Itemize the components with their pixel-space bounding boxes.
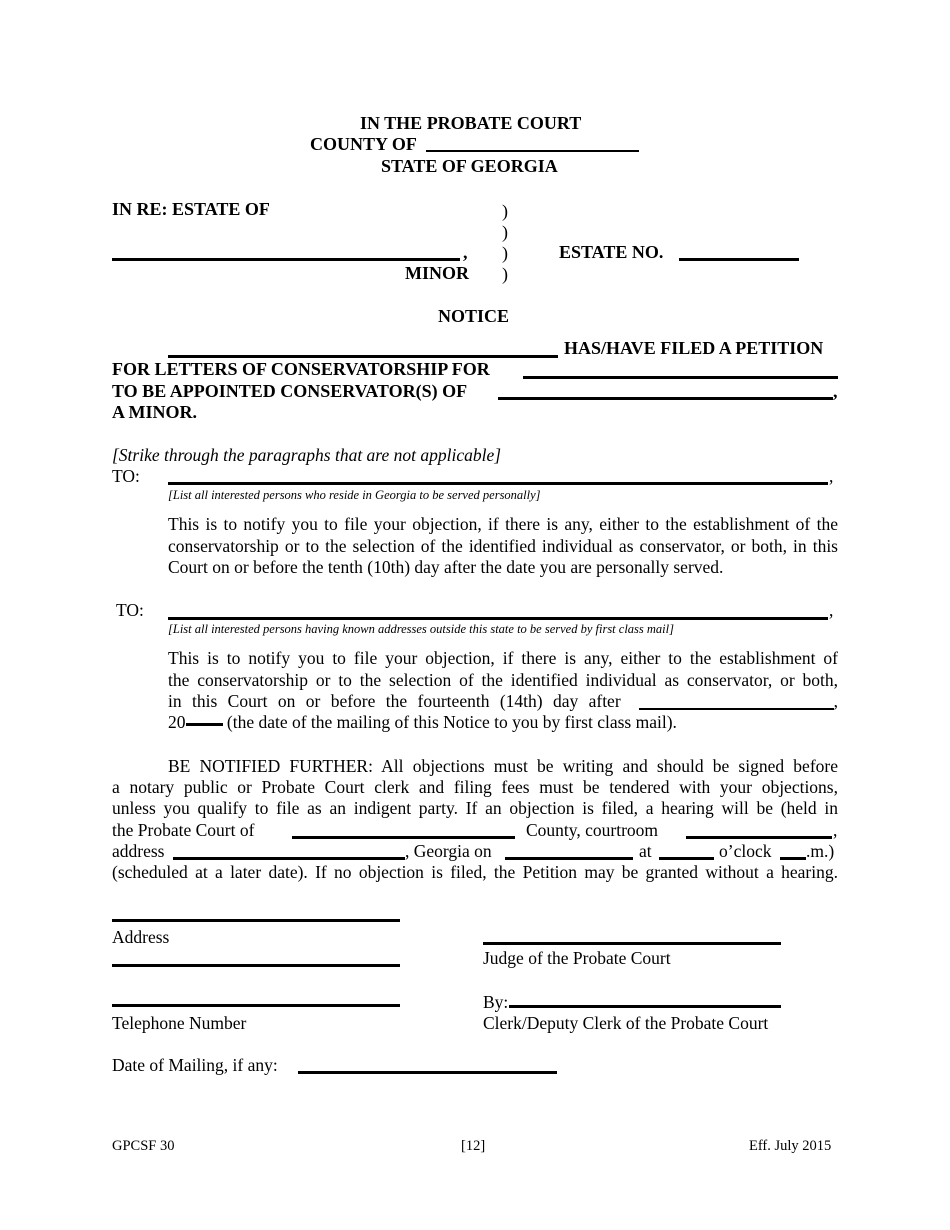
further-line5-e: .m.) bbox=[806, 841, 835, 861]
county-label: COUNTY OF bbox=[310, 134, 417, 154]
effective-date: Eff. July 2015 bbox=[749, 1138, 832, 1154]
further-line3: unless you qualify to file as an indigent party. If an objection is filed, a hearing will be (held in bbox=[112, 798, 838, 818]
petitioner-blank[interactable] bbox=[168, 355, 558, 358]
further-line4-b: County, courtroom bbox=[526, 820, 659, 840]
minor-name-blank[interactable] bbox=[112, 258, 460, 261]
notice-line3-prefix: TO BE APPOINTED CONSERVATOR(S) OF bbox=[112, 381, 468, 401]
minor-blank-2[interactable] bbox=[523, 376, 838, 379]
ampm-blank[interactable] bbox=[780, 857, 806, 860]
notice-title: NOTICE bbox=[438, 306, 510, 326]
in-re-label: IN RE: ESTATE OF bbox=[112, 199, 270, 219]
to-label-1: TO: bbox=[112, 466, 140, 486]
further-line4-a: the Probate Court of bbox=[112, 820, 255, 840]
notice-line3-suffix: , bbox=[833, 381, 838, 401]
further-line5-d: o’clock bbox=[719, 841, 772, 861]
clerk-label: Clerk/Deputy Clerk of the Probate Court bbox=[483, 1013, 769, 1033]
section2-body-4: (the date of the mailing of this Notice to you by first class mail). bbox=[226, 712, 677, 732]
notice-line4: A MINOR. bbox=[112, 402, 197, 422]
further-line2: a notary public or Probate Court clerk and filing fees must be tendered with your objections, bbox=[112, 777, 838, 797]
estate-no-label: ESTATE NO. bbox=[559, 242, 664, 262]
further-line6: (scheduled at a later date). If no objection is filed, the Petition may be granted without a hearing. bbox=[112, 862, 838, 882]
courtroom-blank[interactable] bbox=[686, 836, 832, 839]
paren-1: ) bbox=[502, 201, 508, 221]
section2-body-3: in this Court on or before the fourteenth (14th) day after bbox=[168, 691, 621, 711]
section2-body-3-row bbox=[168, 691, 838, 712]
to-comma-2: , bbox=[829, 600, 834, 620]
address-blank[interactable] bbox=[173, 857, 405, 860]
hint-2: [List all interested persons having known addresses outside this state to be served by first class mail] bbox=[168, 622, 674, 636]
to-label-2: TO: bbox=[116, 600, 144, 620]
to-blank-1[interactable] bbox=[168, 482, 828, 485]
section1-body: This is to notify you to file your objection, if there is any, either to the establishment of the conservatorship or to the selection of the identified individual as conservator, or both, in this Court on or before the tenth (10th) day after the date you are personally served. bbox=[168, 514, 838, 577]
year-prefix: 20 bbox=[168, 712, 186, 732]
judge-label: Judge of the Probate Court bbox=[483, 948, 671, 968]
caption-comma: , bbox=[463, 242, 468, 262]
paren-4: ) bbox=[502, 264, 508, 284]
court-title: IN THE PROBATE COURT bbox=[360, 113, 582, 133]
court-county-blank[interactable] bbox=[292, 836, 515, 839]
courtroom-comma: , bbox=[833, 820, 838, 840]
to-blank-2[interactable] bbox=[168, 617, 828, 620]
further-line1: BE NOTIFIED FURTHER: All objections must be writing and should be signed before bbox=[168, 756, 838, 776]
hearing-date-blank[interactable] bbox=[505, 857, 633, 860]
further-line5-a: address bbox=[112, 841, 165, 861]
mail-deadline-wrap bbox=[639, 691, 838, 712]
further-line5-c: at bbox=[639, 841, 652, 861]
judge-signature-line[interactable] bbox=[483, 942, 781, 945]
clerk-signature-line[interactable] bbox=[509, 1005, 781, 1008]
notice-line1-suffix: HAS/HAVE FILED A PETITION bbox=[564, 338, 824, 358]
address-label: Address bbox=[112, 927, 170, 947]
paren-2: ) bbox=[502, 222, 508, 242]
minor-label: MINOR bbox=[405, 263, 469, 283]
mail-deadline-blank[interactable] bbox=[639, 708, 834, 710]
attorney-name-line[interactable] bbox=[112, 919, 400, 922]
section2-body-1: This is to notify you to file your objection, if there is any, either to the establishment of bbox=[168, 648, 838, 668]
section2-body-2: the conservatorship or to the selection of the identified individual as conservator, or both, bbox=[168, 670, 838, 690]
paren-3: ) bbox=[502, 243, 508, 263]
telephone-line[interactable] bbox=[112, 1004, 400, 1007]
to-comma-1: , bbox=[829, 466, 834, 486]
hint-1: [List all interested persons who reside in Georgia to be served personally] bbox=[168, 488, 541, 502]
telephone-label: Telephone Number bbox=[112, 1013, 247, 1033]
date-mailing-label: Date of Mailing, if any: bbox=[112, 1055, 278, 1075]
conservator-blank[interactable] bbox=[498, 397, 833, 400]
year-blank[interactable] bbox=[186, 723, 223, 726]
page-number: [12] bbox=[461, 1138, 486, 1154]
form-id: GPCSF 30 bbox=[112, 1138, 175, 1154]
state-label: STATE OF GEORGIA bbox=[381, 156, 558, 176]
date-mailing-line[interactable] bbox=[298, 1071, 557, 1074]
by-label: By: bbox=[483, 992, 509, 1012]
further-line5-b: , Georgia on bbox=[405, 841, 492, 861]
address-line[interactable] bbox=[112, 964, 400, 967]
estate-no-blank[interactable] bbox=[679, 258, 799, 261]
mail-deadline-comma: , bbox=[833, 691, 838, 711]
instruction-note: [Strike through the paragraphs that are not applicable] bbox=[112, 445, 502, 465]
section2-body-4-row bbox=[168, 712, 677, 733]
county-blank[interactable] bbox=[426, 150, 639, 152]
hearing-time-blank[interactable] bbox=[659, 857, 714, 860]
notice-line2-prefix: FOR LETTERS OF CONSERVATORSHIP FOR bbox=[112, 359, 490, 379]
